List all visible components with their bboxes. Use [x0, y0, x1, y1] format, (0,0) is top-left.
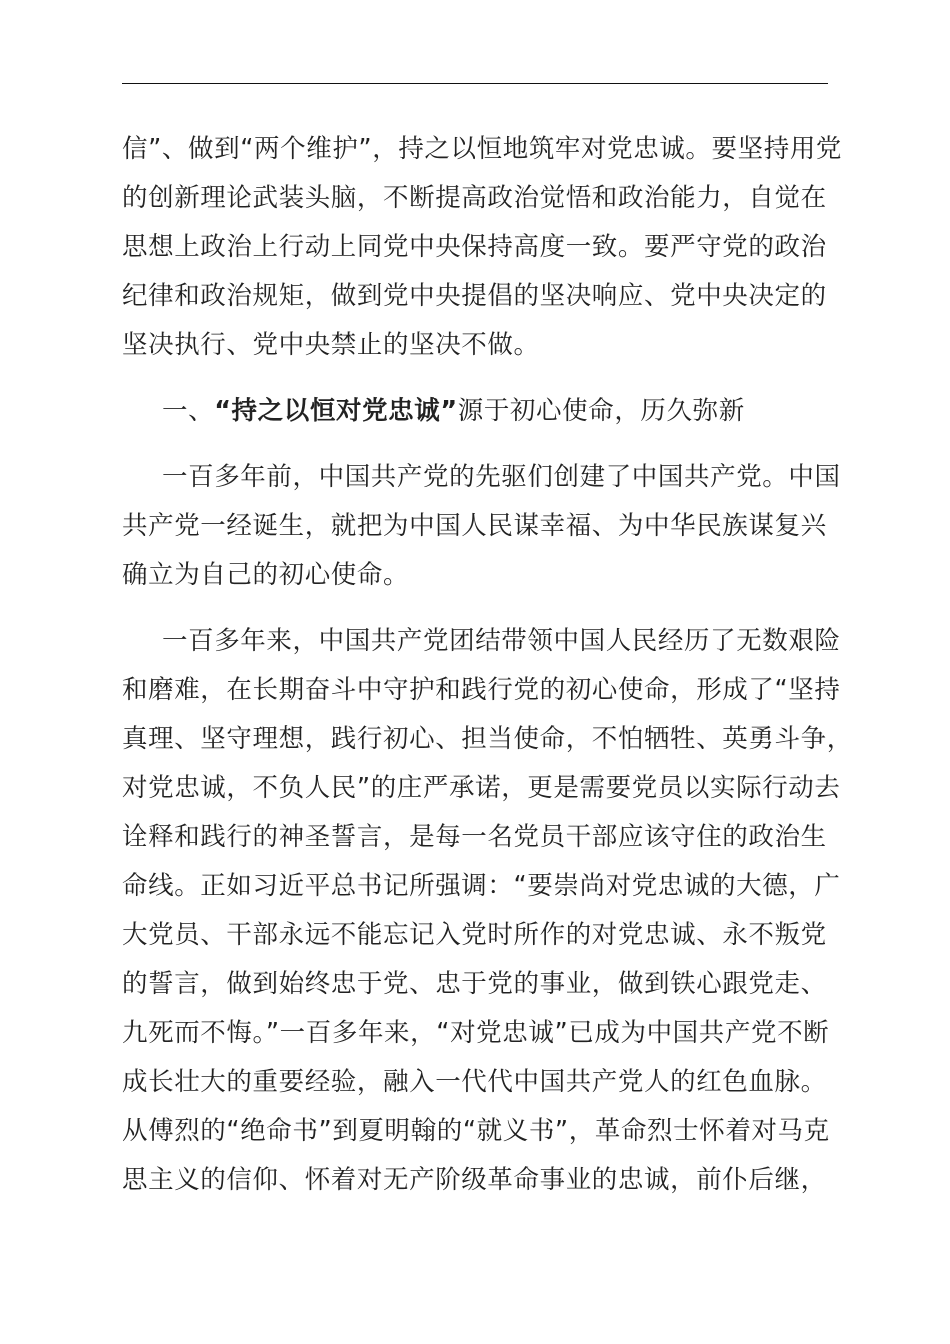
text-line: 对党忠诚，不负人民”的庄严承诺，更是需要党员以实际行动去 [122, 773, 841, 803]
text-line: 成长壮大的重要经验，融入一代代中国共产党人的红色血脉。 [122, 1067, 827, 1097]
text-line: 思主义的信仰、怀着对无产阶级革命事业的忠诚，前仆后继， [122, 1165, 827, 1195]
text-line: 共产党一经诞生，就把为中国人民谋幸福、为中华民族谋复兴 [122, 511, 827, 541]
section-heading [122, 387, 832, 436]
intro-paragraph [122, 125, 843, 370]
text-line: 一百多年前，中国共产党的先驱们创建了中国共产党。中国 [162, 462, 841, 492]
paragraph-2 [122, 617, 853, 1205]
paragraph-1 [122, 453, 841, 600]
heading-suffix: 源于初心使命，历久弥新 [457, 396, 745, 426]
heading-quote: “持之以恒对党忠诚” [214, 396, 458, 426]
header-rule [122, 83, 828, 84]
text-line: 诠释和践行的神圣誓言，是每一名党员干部应该守住的政治生 [122, 822, 827, 852]
text-line: 确立为自己的初心使命。 [122, 560, 410, 590]
document-body [122, 125, 853, 1205]
text-line: 信”、做到“两个维护”，持之以恒地筑牢对党忠诚。要坚持用党 [122, 134, 843, 164]
text-line: 纪律和政治规矩，做到党中央提倡的坚决响应、党中央决定的 [122, 281, 827, 311]
text-line: 真理、坚守理想，践行初心、担当使命，不怕牺牲、英勇斗争， [122, 724, 853, 754]
heading-prefix: 一、 [162, 396, 215, 426]
text-line: 的创新理论武装头脑，不断提高政治觉悟和政治能力，自觉在 [122, 183, 827, 213]
text-line: 坚决执行、党中央禁止的坚决不做。 [122, 330, 540, 360]
text-line: 命线。正如习近平总书记所强调：“要崇尚对党忠诚的大德，广 [122, 871, 841, 901]
text-line: 大党员、干部永远不能忘记入党时所作的对党忠诚、永不叛党 [122, 920, 827, 950]
text-line: 思想上政治上行动上同党中央保持高度一致。要严守党的政治 [122, 232, 827, 262]
text-line: 的誓言，做到始终忠于党、忠于党的事业，做到铁心跟党走、 [122, 969, 827, 999]
text-line: 和磨难，在长期奋斗中守护和践行党的初心使命，形成了“坚持 [122, 675, 841, 705]
text-line: 一百多年来，中国共产党团结带领中国人民经历了无数艰险 [162, 626, 841, 656]
text-line: 从傅烈的“绝命书”到夏明翰的“就义书”，革命烈士怀着对马克 [122, 1116, 830, 1146]
text-line: 九死而不悔。”一百多年来，“对党忠诚”已成为中国共产党不断 [122, 1018, 830, 1048]
